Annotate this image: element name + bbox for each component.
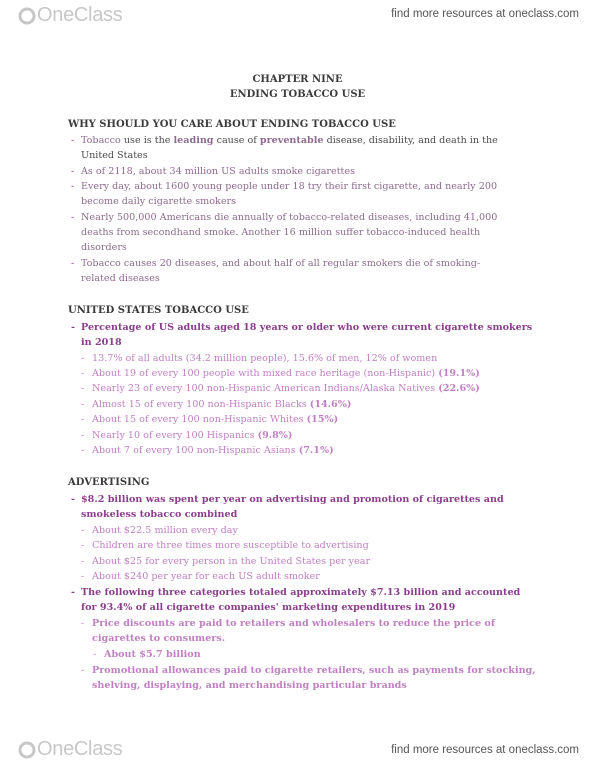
chapter-title: ENDING TOBACCO USE bbox=[229, 89, 366, 100]
list-item-continuation: related diseases bbox=[81, 273, 160, 284]
resources-link-footer[interactable]: find more resources at oneclass.com bbox=[391, 744, 579, 756]
oneclass-logo-text: OneClass bbox=[37, 738, 123, 760]
list-item-continuation: disorders bbox=[81, 242, 127, 253]
section-heading-us-tobacco: UNITED STATES TOBACCO USE bbox=[68, 305, 249, 316]
list-item-continuation: become daily cigarette smokers bbox=[81, 196, 237, 207]
list-item-continuation: shelving, displaying, and merchandising particular brands bbox=[92, 680, 407, 691]
list-item-continuation: deaths from secondhand smoke. Another 16 million suffer tobacco-induced health bbox=[81, 227, 481, 238]
resources-link[interactable]: find more resources at oneclass.com bbox=[391, 8, 579, 20]
list-item-continuation: in 2018 bbox=[81, 337, 122, 348]
oneclass-logo-footer[interactable] bbox=[18, 738, 122, 761]
section-heading-why: WHY SHOULD YOU CARE ABOUT ENDING TOBACCO USE bbox=[68, 119, 396, 130]
list-item-continuation: smokeless tobacco combined bbox=[81, 509, 238, 520]
chapter-label: CHAPTER NINE bbox=[252, 74, 343, 85]
section-heading-advertising: ADVERTISING bbox=[68, 477, 150, 488]
oneclass-logo[interactable] bbox=[18, 4, 122, 27]
oneclass-logo-icon bbox=[18, 6, 36, 26]
list-item-continuation: cigarettes to consumers. bbox=[92, 633, 226, 644]
list-item-continuation: for 93.4% of all cigarette companies' marketing expenditures in 2019 bbox=[81, 602, 456, 613]
oneclass-logo-text: OneClass bbox=[37, 4, 123, 26]
oneclass-logo-icon bbox=[18, 740, 36, 760]
list-item-continuation: United States bbox=[81, 150, 148, 161]
